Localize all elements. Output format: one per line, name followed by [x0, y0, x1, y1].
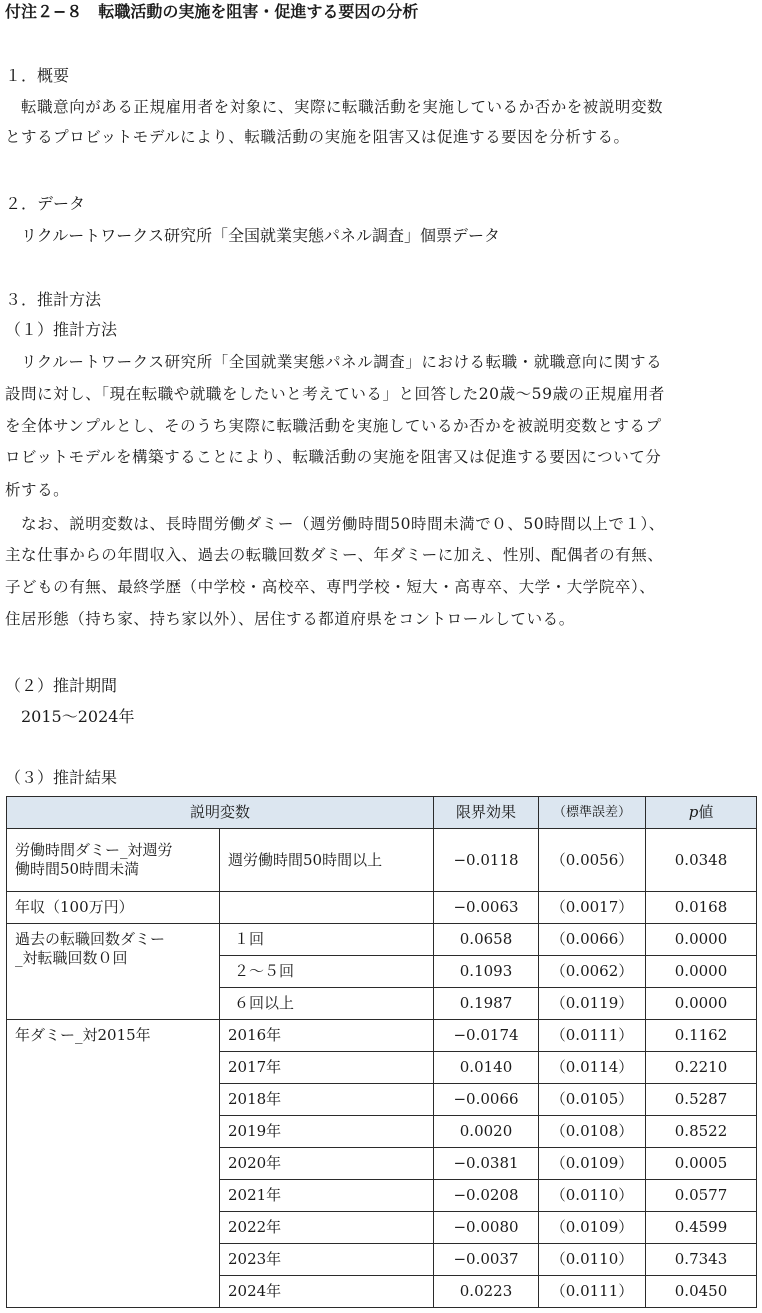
- group-label-year-dummy: 年ダミー_対2015年: [7, 1020, 220, 1308]
- section-2-text: リクルートワークス研究所「全国就業実態パネル調査」個票データ: [5, 226, 501, 245]
- marginal-effect-value: −0.0174: [434, 1020, 539, 1052]
- p-value: 0.1162: [646, 1020, 757, 1052]
- section-1-line-1: 転職意向がある正規雇用者を対象に、実際に転職活動を実施しているか否かを被説明変数: [5, 98, 664, 116]
- section-1-heading: １．概要: [5, 66, 70, 85]
- standard-error-value: （0.0119）: [539, 988, 646, 1020]
- marginal-effect-value: −0.0381: [434, 1148, 539, 1180]
- standard-error-value: （0.0114）: [539, 1052, 646, 1084]
- standard-error-value: （0.0111）: [539, 1276, 646, 1308]
- marginal-effect-value: −0.0063: [434, 892, 539, 924]
- variable-label: ２〜５回: [220, 956, 434, 988]
- section-3-line-5: 析する。: [5, 481, 70, 499]
- group-label-working-hours: [7, 829, 220, 892]
- subsection-2-heading: （２）推計期間: [5, 676, 118, 695]
- p-value-suffix: 値: [698, 803, 714, 821]
- page-title: 付注２−８ 転職活動の実施を阻害・促進する要因の分析: [5, 2, 419, 21]
- group-label-line-2: 働時間50時間未満: [15, 860, 140, 878]
- p-value: 0.0000: [646, 924, 757, 956]
- standard-error-value: （0.0109）: [539, 1212, 646, 1244]
- standard-error-value: （0.0110）: [539, 1244, 646, 1276]
- p-value: 0.2210: [646, 1052, 757, 1084]
- header-p-value: [646, 797, 757, 829]
- group-label-line-1: 労働時間ダミー_対週労: [15, 841, 173, 859]
- p-value: 0.8522: [646, 1116, 757, 1148]
- header-marginal-effect: 限界効果: [434, 797, 539, 829]
- p-value: 0.0005: [646, 1148, 757, 1180]
- marginal-effect-value: 0.1093: [434, 956, 539, 988]
- p-value: 0.0000: [646, 956, 757, 988]
- subsection-1-heading: （１）推計方法: [5, 320, 118, 339]
- section-2-heading: ２．データ: [5, 194, 86, 213]
- p-value: 0.0000: [646, 988, 757, 1020]
- section-3-line-7: 主な仕事からの年間収入、過去の転職回数ダミー、年ダミーに加え、性別、配偶者の有無、: [5, 546, 664, 564]
- section-3-line-8: 子どもの有無、最終学歴（中学校・高校卒、専門学校・短大・高専卒、大学・大学院卒）、: [5, 578, 656, 596]
- marginal-effect-value: 0.0223: [434, 1276, 539, 1308]
- group-label-line-1: 過去の転職回数ダミー: [15, 930, 166, 948]
- variable-label: 2021年: [220, 1180, 434, 1212]
- group-label-income: 年収（100万円）: [7, 892, 220, 924]
- standard-error-value: （0.0062）: [539, 956, 646, 988]
- marginal-effect-value: −0.0080: [434, 1212, 539, 1244]
- variable-label: ６回以上: [220, 988, 434, 1020]
- standard-error-value: （0.0066）: [539, 924, 646, 956]
- variable-label: 2019年: [220, 1116, 434, 1148]
- results-table: [6, 796, 757, 1308]
- p-value: 0.7343: [646, 1244, 757, 1276]
- variable-label: 2018年: [220, 1084, 434, 1116]
- marginal-effect-value: −0.0208: [434, 1180, 539, 1212]
- standard-error-value: （0.0111）: [539, 1020, 646, 1052]
- section-3-line-2: 設問に対し、「現在転職や就職をしたいと考えている」と回答した20歳〜59歳の正規雇用者: [5, 385, 665, 403]
- p-value: 0.0577: [646, 1180, 757, 1212]
- section-3-line-6: なお、説明変数は、長時間労働ダミー（週労働時間50時間未満で０、50時間以上で１）、: [5, 515, 665, 533]
- p-value: 0.5287: [646, 1084, 757, 1116]
- section-3-line-3: を全体サンプルとし、そのうち実際に転職活動を実施しているか否かを被説明変数とするプ: [5, 417, 662, 435]
- standard-error-value: （0.0056）: [539, 829, 646, 892]
- marginal-effect-value: −0.0118: [434, 829, 539, 892]
- standard-error-value: （0.0110）: [539, 1180, 646, 1212]
- section-3-line-1: リクルートワークス研究所「全国就業実態パネル調査」における転職・就職意向に関する: [5, 353, 663, 371]
- variable-label: 2023年: [220, 1244, 434, 1276]
- p-value: 0.0450: [646, 1276, 757, 1308]
- estimation-period: 2015〜2024年: [5, 707, 135, 726]
- standard-error-value: （0.0108）: [539, 1116, 646, 1148]
- variable-label: 2016年: [220, 1020, 434, 1052]
- standard-error-value: （0.0109）: [539, 1148, 646, 1180]
- variable-label: 2022年: [220, 1212, 434, 1244]
- variable-label: １回: [220, 924, 434, 956]
- p-symbol: p: [688, 803, 699, 821]
- table-row: [7, 1020, 757, 1052]
- header-explanatory-variable: 説明変数: [7, 797, 434, 829]
- marginal-effect-value: −0.0066: [434, 1084, 539, 1116]
- variable-label: 週労働時間50時間以上: [220, 829, 434, 892]
- p-value: 0.4599: [646, 1212, 757, 1244]
- section-3-heading: ３．推計方法: [5, 290, 102, 309]
- standard-error-value: （0.0017）: [539, 892, 646, 924]
- marginal-effect-value: 0.1987: [434, 988, 539, 1020]
- p-value: 0.0348: [646, 829, 757, 892]
- marginal-effect-value: 0.0140: [434, 1052, 539, 1084]
- variable-label: [220, 892, 434, 924]
- marginal-effect-value: −0.0037: [434, 1244, 539, 1276]
- marginal-effect-value: 0.0658: [434, 924, 539, 956]
- variable-label: 2020年: [220, 1148, 434, 1180]
- group-label-line-2: _対転職回数０回: [15, 949, 128, 967]
- table-row: [7, 829, 757, 892]
- table-row: [7, 892, 757, 924]
- section-3-line-4: ロビットモデルを構築することにより、転職活動の実施を阻害又は促進する要因について分: [5, 448, 662, 466]
- variable-label: 2024年: [220, 1276, 434, 1308]
- standard-error-value: （0.0105）: [539, 1084, 646, 1116]
- header-standard-error: （標準誤差）: [539, 797, 646, 829]
- marginal-effect-value: 0.0020: [434, 1116, 539, 1148]
- section-3-line-9: 住居形態（持ち家、持ち家以外）、居住する都道府県をコントロールしている。: [5, 610, 575, 628]
- section-1-line-2: とするプロビットモデルにより、転職活動の実施を阻害又は促進する要因を分析する。: [5, 128, 630, 146]
- table-row: [7, 924, 757, 956]
- p-value: 0.0168: [646, 892, 757, 924]
- group-label-job-changes: [7, 924, 220, 1020]
- table-header-row: [7, 797, 757, 829]
- subsection-3-heading: （３）推計結果: [5, 768, 118, 787]
- variable-label: 2017年: [220, 1052, 434, 1084]
